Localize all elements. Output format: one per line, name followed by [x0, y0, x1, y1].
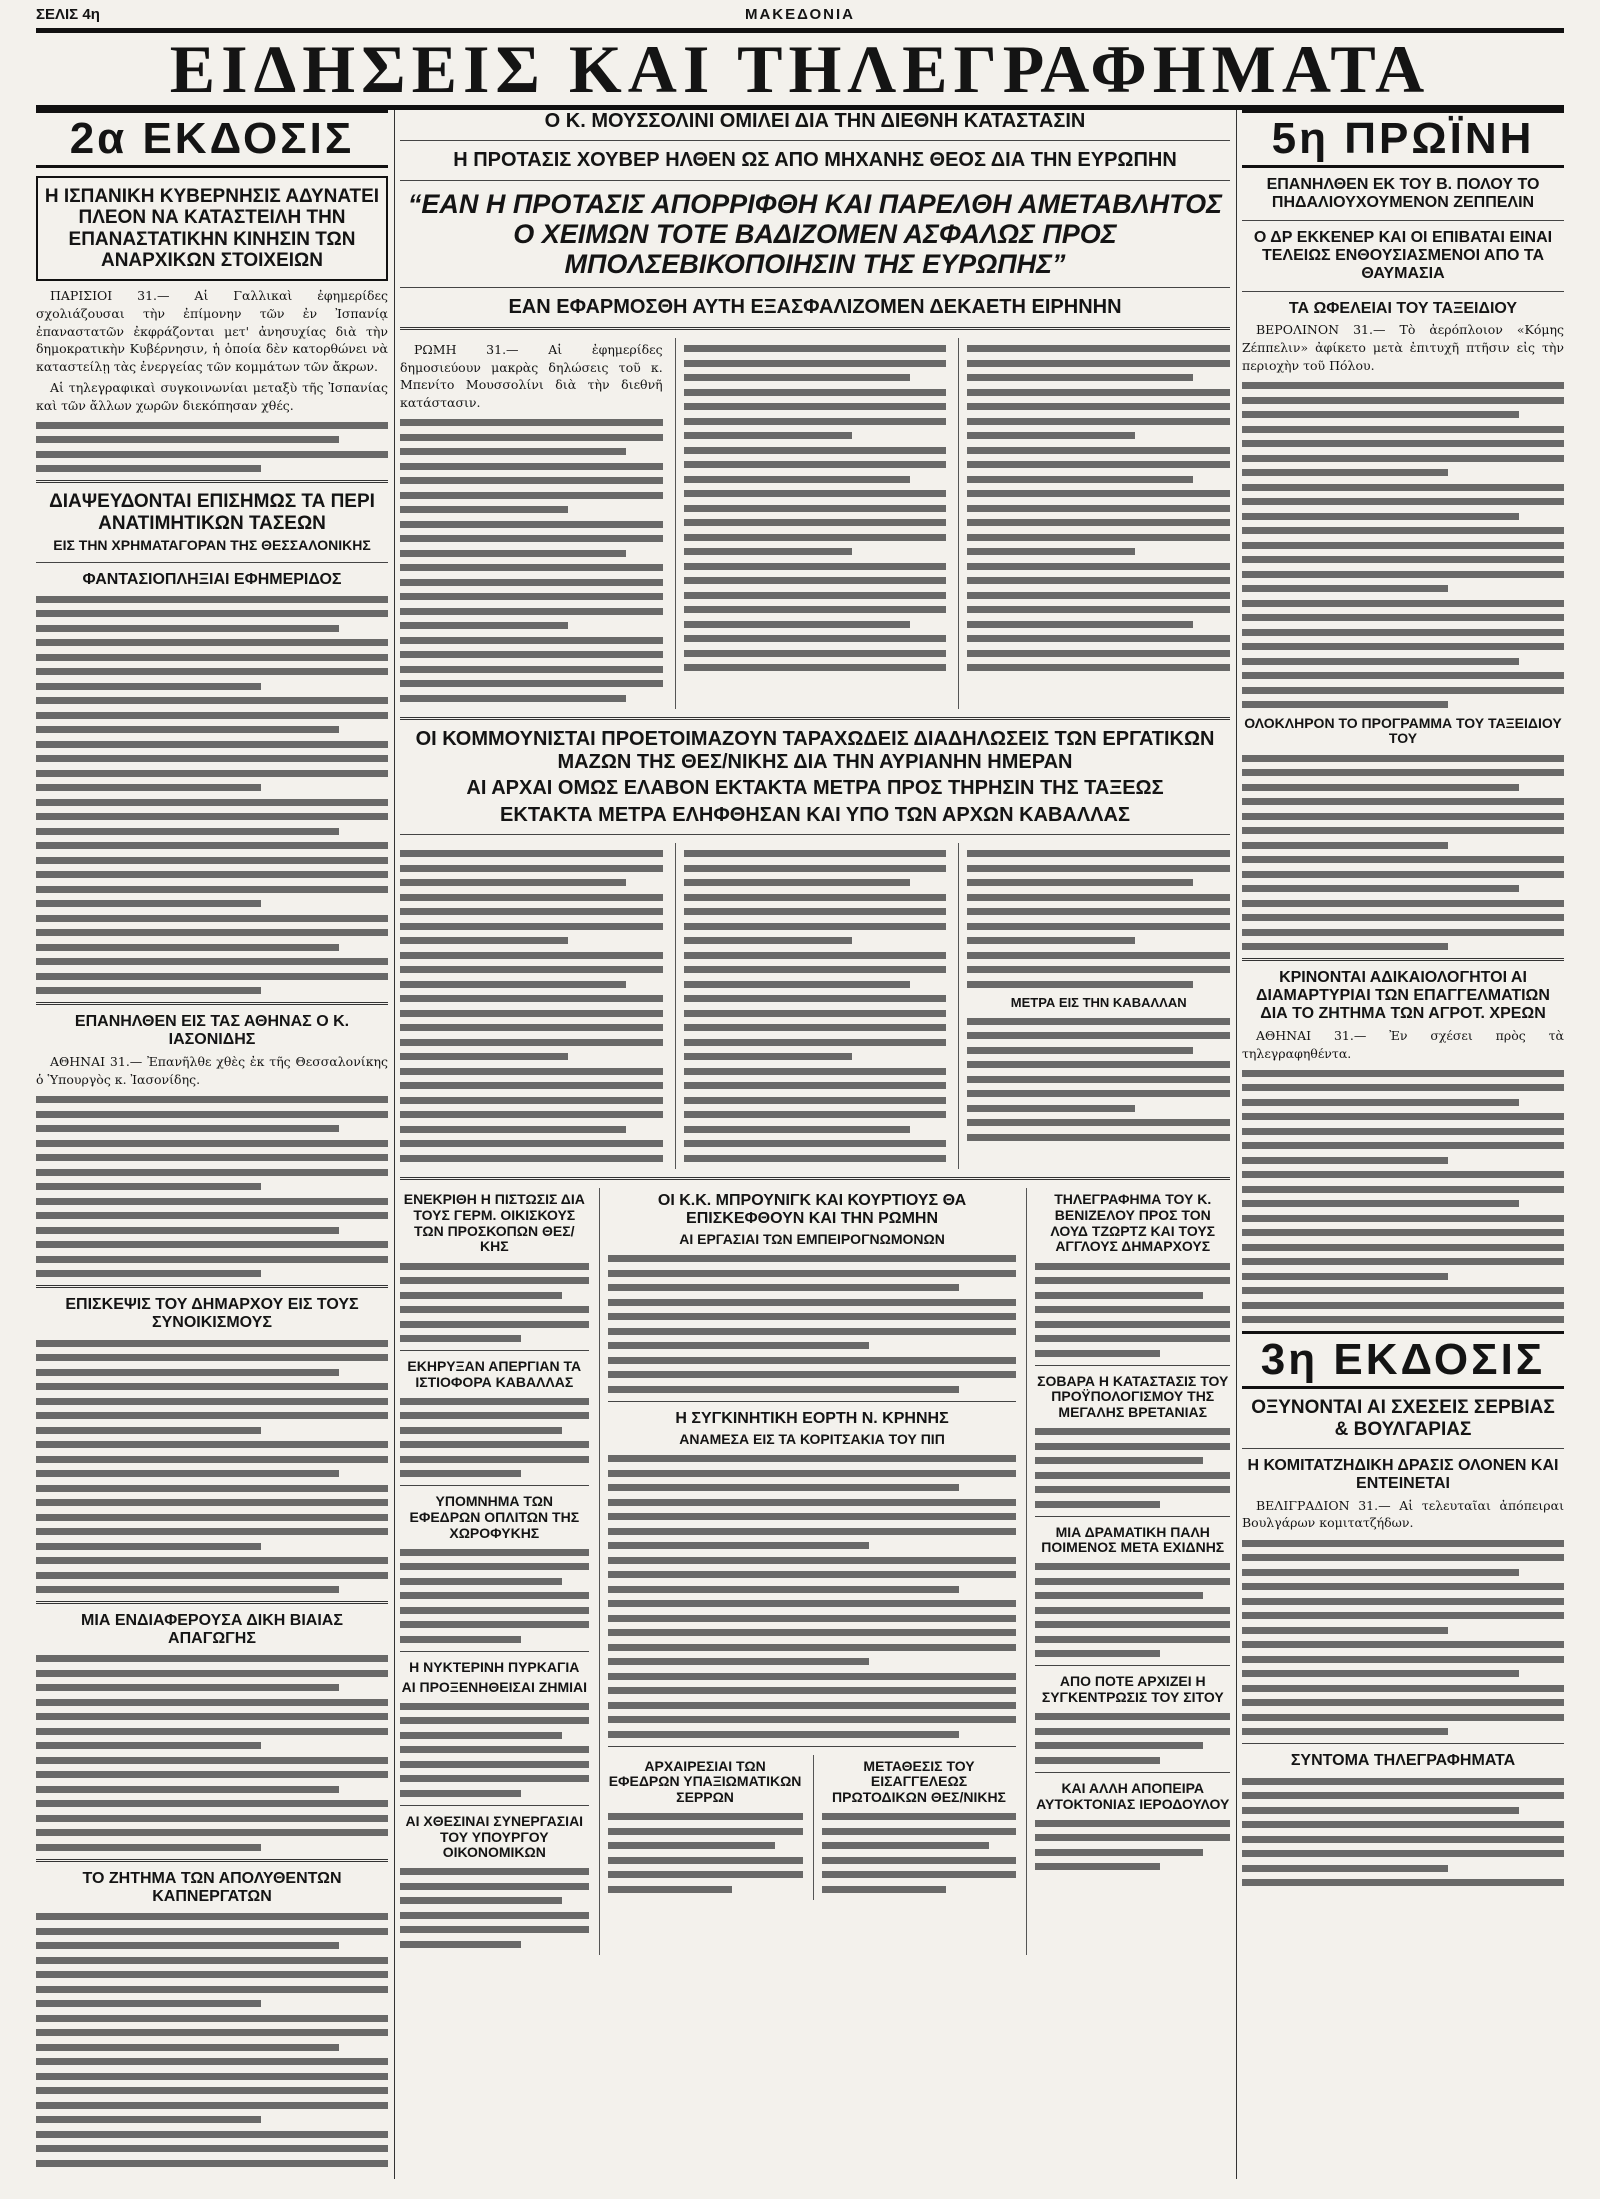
divider [1242, 1743, 1564, 1744]
headline: ΣΟΒΑΡΑ Η ΚΑΤΑΣΤΑΣΙΣ ΤΟΥ ΠΡΟΫΠΟΛΟΓΙΣΜΟΥ ΤΗΣ ΜΕΓΑΛΗΣ ΒΡΕΤΑΝΙΑΣ [1037, 1372, 1229, 1420]
article-lead: ΑΘΗΝΑΙ 31.— Ἐπανῆλθε χθὲς ἐκ τῆς Θεσσαλονίκης ὁ Ὑπουργὸς κ. Ἰασονίδης. [36, 1054, 388, 1087]
body-text [400, 1398, 589, 1478]
lower-articles [400, 1188, 1230, 1955]
body-text [400, 1263, 589, 1343]
divider [1035, 1772, 1230, 1773]
subheadline: ΑΙ ΕΡΓΑΣΙΑΙ ΤΩΝ ΕΜΠΕΙΡΟΓΝΩΜΟΝΩΝ [679, 1231, 945, 1248]
center-column [400, 110, 1230, 1955]
headline: ΑΙ ΧΘΕΣΙΝΑΙ ΣΥΝΕΡΓΑΣΙΑΙ ΤΟΥ ΥΠΟΥΡΓΟΥ ΟΙΚΟΝΟΜΙΚΩΝ [405, 1812, 584, 1861]
body-text [36, 422, 388, 473]
article-text: Αἱ τηλεγραφικαὶ συγκοινωνίαι μεταξὺ τῆς Ἰσπανίας καὶ τῶν ἄλλων χωρῶν διεκόπησαν χθές. [36, 379, 388, 413]
headline: ΕΠΙΣΚΕΨΙΣ ΤΟΥ ΔΗΜΑΡΧΟΥ ΕΙΣ ΤΟΥΣ ΣΥΝΟΙΚΙΣΜΟΥΣ [65, 1296, 359, 1332]
divider [1242, 291, 1564, 292]
body-text [1242, 755, 1564, 951]
divider [1242, 958, 1564, 961]
body-text [1035, 1263, 1230, 1357]
body-text [958, 338, 1230, 710]
headline: ΤΗΛΕΓΡΑΦΗΜΑ ΤΟΥ Κ. ΒΕΝΙΖΕΛΟΥ ΠΡΟΣ ΤΟΝ ΛΟΥΔ ΤΖΩΡΤΖ ΚΑΙ ΤΟΥΣ ΑΓΓΛΟΥΣ ΔΗΜΑΡΧΟΥΣ [1050, 1191, 1216, 1255]
divider [400, 834, 1230, 835]
divider [400, 1805, 589, 1806]
body-text [675, 843, 947, 1170]
article-lead: ΠΑΡΙΣΙΟΙ 31.— Αἱ Γαλλικαὶ ἐφημερίδες σχολιάζουσαι τὴν ἐπίμονην τῶν ἐν Ἰσπανίᾳ ἐπαναστατῶν ἐκφράζονται μετ' ἀνησυχίας διὰ τὴν δημοκρατικὴν Κυβέρνησιν, ἡ ὁποία δὲν κατορθώνει νὰ καταστείλῃ τὰς ἐνεργείας τῶν κομμάτων τῶν ἄκρων. [36, 288, 388, 375]
article-lead: ΑΘΗΝΑΙ 31.— Ἐν σχέσει πρὸς τὰ τηλεγραφηθέντα. [1242, 1027, 1564, 1061]
headline: ΜΙΑ ΔΡΑΜΑΤΙΚΗ ΠΑΛΗ ΠΟΙΜΕΝΟΣ ΜΕΤΑ ΕΧΙΔΝΗΣ [1041, 1523, 1225, 1556]
divider [1035, 1665, 1230, 1666]
divider [36, 562, 388, 563]
subheadline: Η ΚΟΜΙΤΑΤΖΗΔΙΚΗ ΔΡΑΣΙΣ ΟΛΟΝΕΝ ΚΑΙ ΕΝΤΕΙΝΕΤΑΙ [1247, 1456, 1559, 1492]
body-text [36, 596, 388, 995]
banner-subheadline: ΕΚΤΑΚΤΑ ΜΕΤΡΑ ΕΛΗΦΘΗΣΑΝ ΚΑΙ ΥΠΟ ΤΩΝ ΑΡΧΩΝ ΚΑΒΑΛΛΑΣ [500, 803, 1130, 826]
edition-label: 5η ΠΡΩΪΝΗ [1242, 110, 1564, 168]
article-lead: ΡΩΜΗ 31.— Αἱ ἐφημερίδες δημοσιεύουν μακρὰς δηλώσεις τοῦ κ. Μπενίτο Μουσσολίνι διὰ τὴν διεθνῆ κατάστασιν. [400, 341, 663, 411]
body-text [967, 850, 1230, 988]
divider [608, 1401, 1017, 1402]
headline: ΔΙΑΨΕΥΔΟΝΤΑΙ ΕΠΙΣΗΜΩΣ ΤΑ ΠΕΡΙ ΑΝΑΤΙΜΗΤΙΚΩΝ ΤΑΣΕΩΝ [49, 491, 375, 534]
body-text [400, 419, 663, 702]
headline: ΜΕΤΑΘΕΣΙΣ ΤΟΥ ΕΙΣΑΓΓΕΛΕΩΣ ΠΡΩΤΟΔΙΚΩΝ ΘΕΣ/ΝΙΚΗΣ [832, 1757, 1006, 1805]
headline: ΑΠΟ ΠΟΤΕ ΑΡΧΙΖΕΙ Η ΣΥΓΚΕΝΤΡΩΣΙΣ ΤΟΥ ΣΙΤΟΥ [1041, 1673, 1224, 1706]
divider [36, 1285, 388, 1288]
paper-name: ΜΑΚΕΔΟΝΙΑ [744, 6, 856, 23]
subheadline: ΑΝΑΜΕΣΑ ΕΙΣ ΤΑ ΚΟΡΙΤΣΑΚΙΑ ΤΟΥ ΠΙΠ [679, 1430, 945, 1447]
headline: ΟΙ Κ.Κ. ΜΠΡΟΥΝΙΓΚ ΚΑΙ ΚΟΥΡΤΙΟΥΣ ΘΑ ΕΠΙΣΚΕΦΘΟΥΝ ΚΑΙ ΤΗΝ ΡΩΜΗΝ [657, 1192, 967, 1228]
article-columns [400, 338, 1230, 710]
divider [400, 180, 1230, 181]
divider [1035, 1365, 1230, 1366]
body-text [1242, 382, 1564, 708]
article-lead: ΒΕΡΟΛΙΝΟΝ 31.— Τὸ ἀερόπλοιον «Κόμης Ζέππελιν» ἀφίκετο μετὰ ἐπιτυχῆ πτῆσιν εἰς τὴν περιοχὴν τοῦ Πόλου. [1242, 322, 1564, 373]
subheadline: ΑΙ ΠΡΟΞΕΝΗΘΕΙΣΑΙ ΖΗΜΙΑΙ [401, 1678, 587, 1695]
body-text [675, 338, 947, 710]
divider [36, 1859, 388, 1862]
divider [1242, 1448, 1564, 1449]
headline: Η ΝΥΚΤΕΡΙΝΗ ΠΥΡΚΑΓΙΑ [409, 1658, 580, 1675]
edition-label: 2α ΕΚΔΟΣΙΣ [36, 110, 388, 168]
headline: ΥΠΟΜΝΗΜΑ ΤΩΝ ΕΦΕΔΡΩΝ ΟΠΛΙΤΩΝ ΤΗΣ ΧΩΡΟΦΥΚΗΣ [409, 1493, 580, 1541]
column-rule [1236, 110, 1237, 2179]
divider [608, 1746, 1017, 1747]
subheadline: ΕΙΣ ΤΗΝ ΧΡΗΜΑΤΑΓΟΡΑΝ ΤΗΣ ΘΕΣΣΑΛΟΝΙΚΗΣ [53, 536, 371, 553]
headline: ΕΚΗΡΥΞΑΝ ΑΠΕΡΓΙΑΝ ΤΑ ΙΣΤΙΟΦΟΡΑ ΚΑΒΑΛΛΑΣ [407, 1358, 582, 1390]
masthead: ΕΙΔΗΣΕΙΣ ΚΑΙ ΤΗΛΕΓΡΑΦΗΜΑΤΑ [36, 28, 1564, 110]
body-text [608, 1455, 1017, 1738]
divider [36, 480, 388, 483]
body-text [1035, 1820, 1230, 1871]
divider [36, 1601, 388, 1604]
article-spain [36, 176, 388, 281]
body-text [822, 1813, 1017, 1893]
headline: ΣΥΝΤΟΜΑ ΤΗΛΕΓΡΑΦΗΜΑΤΑ [1290, 1752, 1516, 1770]
divider [1242, 220, 1564, 221]
kicker: ΦΑΝΤΑΣΙΟΠΛΗΞΙΑΙ ΕΦΗΜΕΡΙΔΟΣ [82, 570, 342, 588]
divider [400, 1485, 589, 1486]
body-text [400, 1703, 589, 1797]
body-text [36, 1655, 388, 1851]
divider [400, 287, 1230, 288]
left-column [36, 110, 388, 2174]
kicker: Ο Κ. ΜΟΥΣΣΟΛΙΝΙ ΟΜΙΛΕΙ ΔΙΑ ΤΗΝ ΔΙΕΘΝΗ ΚΑΤΑΣΤΑΣΙΝ [544, 110, 1086, 132]
body-text [1242, 1540, 1564, 1736]
body-text [400, 843, 663, 1170]
headline: Η ΙΣΠΑΝΙΚΗ ΚΥΒΕΡΝΗΣΙΣ ΑΔΥΝΑΤΕΙ ΠΛΕΟΝ ΝΑ ΚΑΤΑΣΤΕΙΛΗ ΤΗΝ ΕΠΑΝΑΣΤΑΤΙΚΗΝ ΚΙΝΗΣΙΝ ΤΩΝ ΑΝΑΡΧΙΚΩΝ ΣΤΟΙΧΕΙΩΝ [44, 186, 380, 271]
divider [400, 1350, 589, 1351]
divider [400, 1651, 589, 1652]
subheadline: Ο ΔΡ ΕΚΚΕΝΕΡ ΚΑΙ ΟΙ ΕΠΙΒΑΤΑΙ ΕΙΝΑΙ ΤΕΛΕΙΩΣ ΕΝΘΟΥΣΙΑΣΜΕΝΟΙ ΑΠΟ ΤΑ ΘΑΥΜΑΣΙΑ [1253, 228, 1553, 282]
body-text [1035, 1428, 1230, 1508]
body-text [608, 1255, 1017, 1393]
subheadline: ΜΕΤΡΑ ΕΙΣ ΤΗΝ ΚΑΒΑΛΛΑΝ [1010, 995, 1187, 1011]
page-header [36, 6, 1564, 26]
headline: ΑΡΧΑΙΡΕΣΙΑΙ ΤΩΝ ΕΦΕΔΡΩΝ ΥΠΑΞΙΩΜΑΤΙΚΩΝ ΣΕΡΡΩΝ [608, 1757, 802, 1805]
divider [400, 140, 1230, 141]
divider [1035, 1516, 1230, 1517]
divider [400, 1177, 1230, 1180]
body-text [608, 1813, 803, 1893]
subheadline: ΤΑ ΩΦΕΛΕΙΑΙ ΤΟΥ ΤΑΞΕΙΔΙΟΥ [1288, 299, 1518, 317]
right-column [1242, 110, 1564, 1894]
body-text [36, 1340, 388, 1594]
column-rule [394, 110, 395, 2179]
headline: ΚΑΙ ΑΛΛΗ ΑΠΟΠΕΙΡΑ ΑΥΤΟΚΤΟΝΙΑΣ ΙΕΡΟΔΟΥΛΟΥ [1036, 1779, 1230, 1812]
divider [400, 327, 1230, 330]
body-text [1242, 1778, 1564, 1887]
headline: ΕΠΑΝΗΛΘΕΝ ΕΚ ΤΟΥ Β. ΠΟΛΟΥ ΤΟ ΠΗΔΑΛΙΟΥΧΟΥΜΕΝΟΝ ΖΕΠΠΕΛΙΝ [1266, 176, 1540, 211]
body-text [36, 1913, 388, 2167]
divider [36, 1002, 388, 1005]
article-lead: ΒΕΛΙΓΡΑΔΙΟΝ 31.— Αἱ τελευταῖαι ἀπόπειραι Βουλγάρων κομιτατζήδων. [1242, 1497, 1564, 1531]
banner-subheadline: ΑΙ ΑΡΧΑΙ ΟΜΩΣ ΕΛΑΒΟΝ ΕΚΤΑΚΤΑ ΜΕΤΡΑ ΠΡΟΣ ΤΗΡΗΣΙΝ ΤΗΣ ΤΑΞΕΩΣ [466, 777, 1164, 800]
main-headline: “ΕΑΝ Η ΠΡΟΤΑΣΙΣ ΑΠΟΡΡΙΦΘΗ ΚΑΙ ΠΑΡΕΛΘΗ ΑΜΕΤΑΒΛΗΤΟΣ Ο ΧΕΙΜΩΝ ΤΟΤΕ ΒΑΔΙΖΟΜΕΝ ΑΣΦΑΛΩΣ ΠΡΟΣ ΜΠΟΛΣΕΒΙΚΟΠΟΙΗΣΙΝ ΤΗΣ ΕΥΡΩΠΗΣ” [407, 188, 1223, 280]
headline: ΚΡΙΝΟΝΤΑΙ ΑΔΙΚΑΙΟΛΟΓΗΤΟΙ ΑΙ ΔΙΑΜΑΡΤΥΡΙΑΙ ΤΩΝ ΕΠΑΓΓΕΛΜΑΤΙΩΝ ΔΙΑ ΤΟ ΖΗΤΗΜΑ ΤΩΝ ΑΓΡΟΤ. ΧΡΕΩΝ [1256, 969, 1550, 1022]
body-text [1242, 1070, 1564, 1324]
subheadline: ΟΛΟΚΛΗΡΟΝ ΤΟ ΠΡΟΓΡΑΜΜΑ ΤΟΥ ΤΑΞΕΙΔΙΟΥ ΤΟΥ [1244, 714, 1562, 747]
page-number: ΣΕΛΙΣ 4η [36, 6, 100, 23]
headline: Η ΣΥΓΚΙΝΗΤΙΚΗ ΕΟΡΤΗ Ν. ΚΡΗΝΗΣ [675, 1409, 949, 1427]
body-text [400, 1868, 589, 1948]
body-text [1035, 1563, 1230, 1657]
headline: ΟΞΥΝΟΝΤΑΙ ΑΙ ΣΧΕΣΕΙΣ ΣΕΡΒΙΑΣ & ΒΟΥΛΓΑΡΙΑΣ [1251, 1397, 1555, 1440]
body-text [36, 1096, 388, 1277]
deck: Η ΠΡΟΤΑΣΙΣ ΧΟΥΒΕΡ ΗΛΘΕΝ ΩΣ ΑΠΟ ΜΗΧΑΝΗΣ ΘΕΟΣ ΔΙΑ ΤΗΝ ΕΥΡΩΠΗΝ [453, 149, 1177, 172]
body-text [967, 1018, 1230, 1141]
headline: ΕΝΕΚΡΙΘΗ Η ΠΙΣΤΩΣΙΣ ΔΙΑ ΤΟΥΣ ΓΕΡΜ. ΟΙΚΙΣΚΟΥΣ ΤΩΝ ΠΡΟΣΚΟΠΩΝ ΘΕΣ/ΚΗΣ [403, 1191, 585, 1255]
headline: ΤΟ ΖΗΤΗΜΑ ΤΩΝ ΑΠΟΛΥΘΕΝΤΩΝ ΚΑΠΝΕΡΓΑΤΩΝ [82, 1869, 342, 1905]
subdeck: ΕΑΝ ΕΦΑΡΜΟΣΘΗ ΑΥΤΗ ΕΞΑΣΦΑΛΙΖΟΜΕΝ ΔΕΚΑΕΤΗ ΕΙΡΗΝΗΝ [508, 296, 1122, 319]
divider [400, 717, 1230, 720]
headline: ΜΙΑ ΕΝΔΙΑΦΕΡΟΥΣΑ ΔΙΚΗ ΒΙΑΙΑΣ ΑΠΑΓΩΓΗΣ [81, 1612, 343, 1647]
body-text [1035, 1713, 1230, 1764]
headline: ΕΠΑΝΗΛΘΕΝ ΕΙΣ ΤΑΣ ΑΘΗΝΑΣ Ο Κ. ΙΑΣΟΝΙΔΗΣ [74, 1013, 350, 1049]
banner-headline: ΟΙ ΚΟΜΜΟΥΝΙΣΤΑΙ ΠΡΟΕΤΟΙΜΑΖΟΥΝ ΤΑΡΑΧΩΔΕΙΣ ΔΙΑΔΗΛΩΣΕΙΣ ΤΩΝ ΕΡΓΑΤΙΚΩΝ ΜΑΖΩΝ ΤΗΣ ΘΕΣ/ΝΙΚΗΣ ΔΙΑ ΤΗΝ ΑΥΡΙΑΝΗΝ ΗΜΕΡΑΝ [415, 728, 1215, 773]
edition-label: 3η ΕΚΔΟΣΙΣ [1242, 1331, 1564, 1389]
article-columns [400, 843, 1230, 1170]
body-text [400, 1549, 589, 1643]
